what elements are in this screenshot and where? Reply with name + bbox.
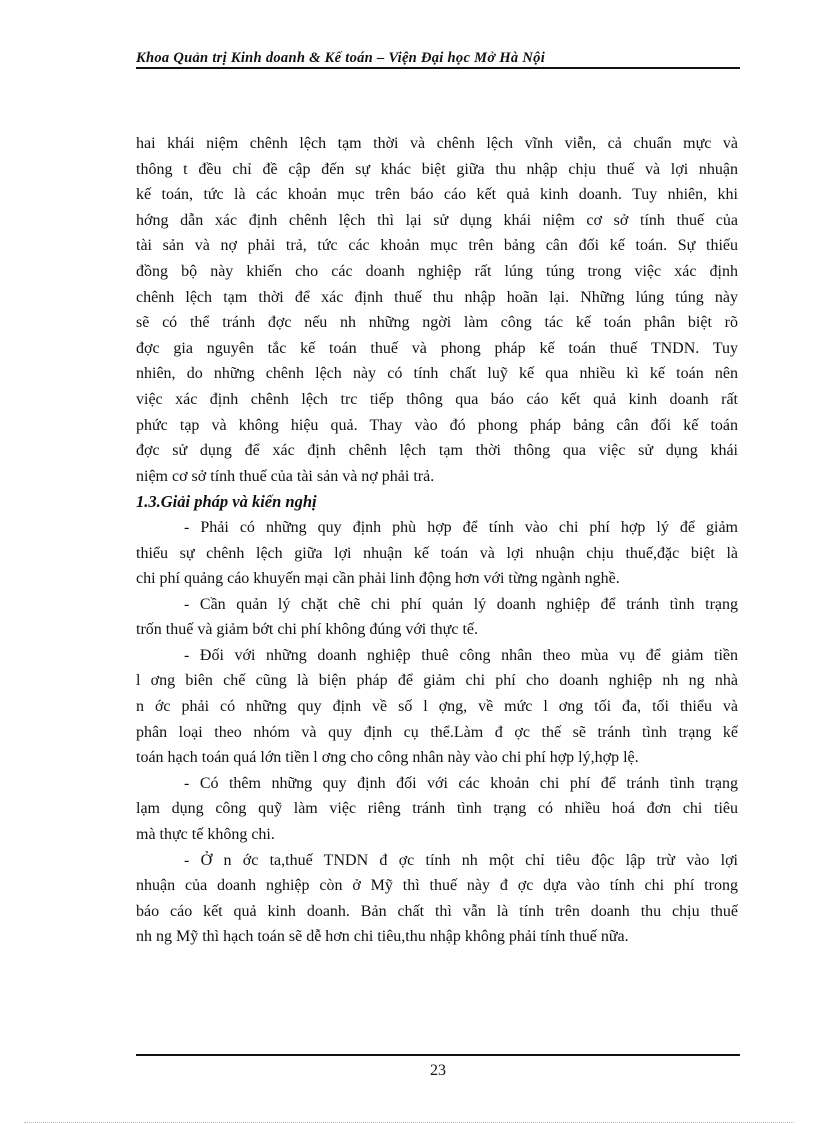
text-line: đợc gia nguyên tắc kế toán thuế và phong pháp kế toán thuế TNDN. Tuy: [136, 339, 738, 357]
text-line: báo cáo kết quả kinh doanh. Bản chất thì vẫn là tính trên doanh thu chịu thuế: [136, 902, 738, 920]
paragraph-4: [136, 643, 738, 771]
text-line: - Ở n ớc ta,thuế TNDN đ ợc tính nh một chỉ tiêu độc lập trừ vào lợi: [184, 851, 738, 869]
paragraph-6: [136, 848, 738, 950]
document-body: [136, 131, 738, 950]
text-line: kế toán, tức là các khoản mục trên báo cáo kết quả kinh doanh. Tuy nhiên, khi: [136, 186, 738, 204]
text-line: n ớc phải có những quy định về số l ợng, về mức l ơng tối đa, tối thiểu và: [136, 698, 738, 716]
text-line: mà thực tế không chi.: [136, 826, 275, 844]
text-line: tài sản và nợ phải trả, tức các khoản mục trên bảng cân đối kế toán. Sự thiếu: [136, 237, 738, 255]
section-heading: 1.3.Giải pháp và kiến nghị: [136, 492, 317, 512]
text-line: đồng bộ này khiến cho các doanh nghiệp rất lúng túng trong việc xác định: [136, 262, 738, 280]
header-divider: [136, 67, 740, 69]
text-line: lạm dụng công quỹ làm việc riêng tránh tình trạng có nhiều hoá đơn chi tiêu: [136, 800, 738, 818]
text-line: phân loại theo nhóm và quy định cụ thể.Làm đ ợc thế sẽ tránh tình trạng kế: [136, 723, 738, 741]
text-line: l ơng biên chế cũng là biện pháp để giảm chi phí cho doanh nghiệp nh ng nhà: [136, 672, 738, 690]
text-line: trốn thuế và giảm bớt chi phí không đúng với thực tế.: [136, 621, 478, 639]
text-line: nh ng Mỹ thì hạch toán sẽ dễ hơn chi tiêu,thu nhập không phải tính thuế nữa.: [136, 928, 629, 946]
page-header: Khoa Quản trị Kinh doanh & Kế toán – Viện Đại học Mở Hà Nội: [136, 50, 546, 66]
paragraph-1: [136, 131, 738, 489]
paragraph-3: [136, 592, 738, 643]
text-line: hai khái niệm chênh lệch tạm thời và chênh lệch vĩnh viễn, cả chuẩn mực và: [136, 135, 738, 152]
text-line: - Phải có những quy định phù hợp để tính vào chi phí hợp lý để giảm: [184, 518, 738, 536]
text-line: - Có thêm những quy định đối với các khoản chi phí để tránh tình trạng: [184, 774, 738, 792]
page-number: 23: [430, 1062, 446, 1079]
text-line: hớng dẫn xác định chênh lệch thì lại sử dụng khái niệm cơ sở tính thuế của: [136, 211, 738, 229]
text-line: thông t đều chỉ đề cập đến sự khác biệt giữa thu nhập chịu thuế và lợi nhuận: [136, 160, 738, 178]
footer-divider: [136, 1054, 740, 1056]
text-line: đợc sử dụng để xác định chênh lệch tạm thời thông qua việc sử dụng khái: [136, 442, 738, 460]
text-line: việc xác định chênh lệch trc tiếp thông qua báo cáo kết quả kinh doanh rất: [136, 390, 738, 408]
text-line: toán hạch toán quá lớn tiền l ơng cho công nhân này vào chi phí hợp lý,hợp lệ.: [136, 749, 639, 767]
text-line: phức tạp và không hiệu quả. Thay vào đó phong pháp bảng cân đối kế toán: [136, 416, 738, 434]
paragraph-2: [136, 515, 738, 592]
text-line: nhiên, do những chênh lệch này có tính chất luỹ kế qua nhiều kì kế toán nên: [136, 365, 738, 383]
text-line: chênh lệch tạm thời để xác định thuế thu nhập hoãn lại. Những lúng túng này: [136, 288, 738, 306]
text-line: nhuận của doanh nghiệp còn ở Mỹ thì thuế này đ ợc dựa vào tính chi phí trong: [136, 877, 738, 895]
text-line: niệm cơ sở tính thuế của tài sản và nợ phải trả.: [136, 467, 435, 485]
text-line: - Cần quản lý chặt chẽ chi phí quản lý doanh nghiệp để tránh tình trạng: [184, 595, 738, 613]
text-line: thiểu sự chênh lệch giữa lợi nhuận kế toán và lợi nhuận chịu thuế,đặc biệt là: [136, 544, 738, 562]
text-line: sẽ có thể tránh đợc nếu nh những ngời làm công tác kế toán phân biệt rõ: [136, 314, 738, 332]
paragraph-5: [136, 771, 738, 848]
text-line: chi phí quảng cáo khuyến mại cần phải linh động hơn với từng ngành nghề.: [136, 570, 620, 588]
text-line: - Đối với những doanh nghiệp thuê công nhân theo mùa vụ để giảm tiền: [184, 646, 738, 664]
